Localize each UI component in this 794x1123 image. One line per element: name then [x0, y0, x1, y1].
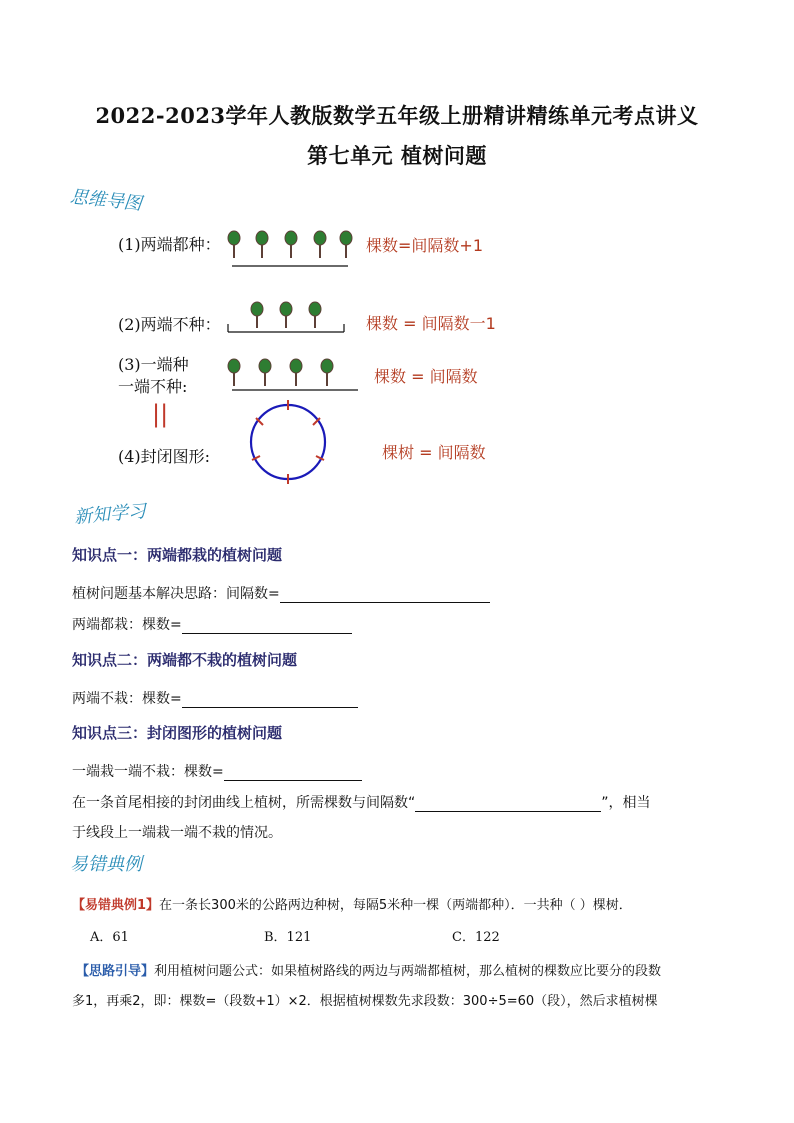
- mindmap-item-1-label: (1)两端都种：: [118, 235, 221, 254]
- example-1: [72, 894, 632, 913]
- mindmap-item-2-formula: 棵数 = 间隔数一1: [366, 314, 496, 333]
- mindmap-item-3-label-line1: (3)一端种: [118, 355, 189, 374]
- answer-blank[interactable]: [182, 693, 358, 708]
- kp3-line2-text-b: ”，相当: [601, 795, 651, 811]
- kp2-title: 知识点二：两端都不栽的植树问题: [72, 651, 298, 669]
- tree-icon: [228, 231, 352, 258]
- equal-connector: ||: [152, 400, 169, 428]
- hint-line-1: [76, 960, 661, 979]
- section-new-learning-label: 新知学习: [73, 500, 147, 529]
- kp1-line1: [72, 583, 490, 603]
- answer-blank[interactable]: [280, 588, 490, 603]
- tree-icon: [251, 302, 321, 328]
- closed-circle-diagram: [246, 400, 330, 484]
- example-1-text: 在一条长300米的公路两边种树，每隔5米种一棵（两端都种）．一共种（ ）棵树．: [159, 898, 632, 913]
- trees-one-end-diagram: [222, 356, 362, 394]
- trees-no-ends-diagram: [224, 300, 350, 338]
- kp3-line1-text: 一端栽一端不栽：棵数=: [72, 764, 224, 780]
- document-title: 2022-2023学年人教版数学五年级上册精讲精练单元考点讲义: [95, 103, 699, 128]
- mindmap-item-1-formula: 棵数=间隔数+1: [366, 236, 483, 255]
- kp2-line1-text: 两端不栽：棵数=: [72, 691, 182, 707]
- tick-marks: [252, 400, 324, 484]
- kp3-line2-text-a: 在一条首尾相接的封闭曲线上植树，所需棵数与间隔数“: [72, 795, 416, 811]
- example-1-tag: 【易错典例1】: [72, 898, 160, 913]
- kp2-line1: [72, 688, 358, 708]
- document-subtitle: 第七单元 植树问题: [307, 143, 487, 168]
- kp3-line1: [72, 761, 362, 781]
- kp1-line2-text: 两端都栽：棵数=: [72, 617, 182, 633]
- tree-icon: [228, 359, 333, 386]
- option-b[interactable]: B．121: [264, 930, 312, 945]
- mindmap-item-4-label: (4)封闭图形:: [118, 447, 211, 466]
- mindmap-item-3-formula: 棵数 = 间隔数: [374, 367, 478, 386]
- section-mindmap-label: 思维导图: [68, 186, 143, 215]
- option-a[interactable]: A．61: [90, 930, 129, 945]
- trees-both-ends-diagram: [222, 228, 357, 270]
- answer-blank[interactable]: [224, 766, 362, 781]
- section-mistakes-label: 易错典例: [70, 854, 142, 875]
- hint-tag: 【思路引导】: [76, 964, 155, 979]
- hint-text-1: 利用植树问题公式：如果植树路线的两边与两端都植树，那么植树的棵数应比要分的段数: [154, 964, 662, 979]
- kp1-line2: [72, 614, 352, 634]
- hint-line-2: 多1，再乘2，即：棵数=（段数+1）×2．根据植树棵数先求段数：300÷5=60（段），然后求植树棵: [72, 994, 658, 1009]
- mindmap-item-4-formula: 棵树 = 间隔数: [382, 443, 486, 462]
- kp3-line2: [72, 792, 651, 812]
- mindmap-item-2-label: (2)两端不种：: [118, 315, 221, 334]
- kp3-title: 知识点三：封闭图形的植树问题: [72, 724, 283, 742]
- answer-blank[interactable]: [182, 619, 352, 634]
- kp3-line3: 于线段上一端栽一端不栽的情况。: [72, 825, 282, 841]
- answer-blank[interactable]: [415, 797, 601, 812]
- mindmap-item-3-label-line2: 一端不种:: [118, 377, 188, 396]
- kp1-title: 知识点一：两端都栽的植树问题: [72, 546, 283, 564]
- option-c[interactable]: C．122: [452, 930, 500, 945]
- kp1-line1-text: 植树问题基本解决思路：间隔数=: [72, 586, 280, 602]
